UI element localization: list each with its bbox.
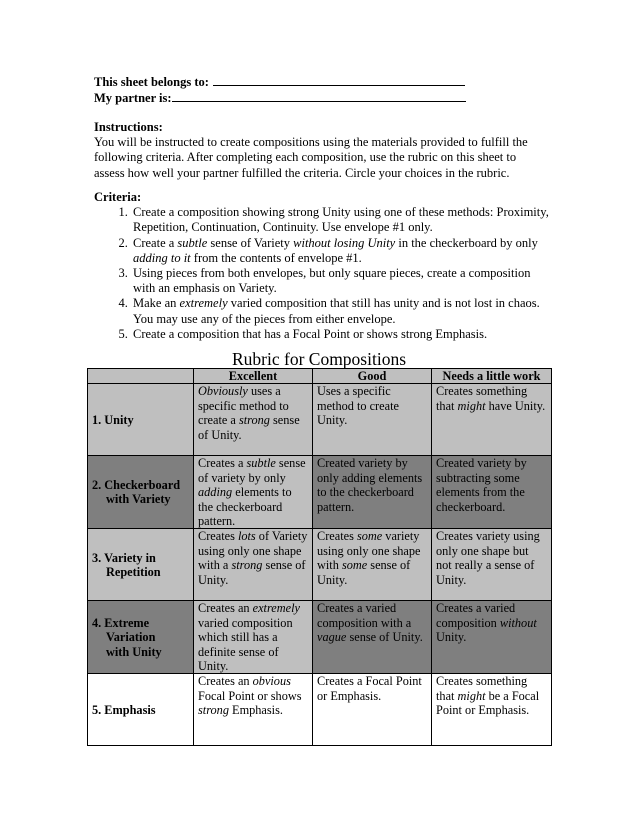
instructions-block bbox=[94, 120, 544, 181]
cell-emphasis: some bbox=[341, 558, 368, 573]
cell-emphasis: adding bbox=[198, 485, 233, 500]
criteria-text: Using pieces from both envelopes, but only square pieces, create a composition with an emphasis on Variety. bbox=[133, 266, 531, 296]
cell-text: Creates bbox=[198, 529, 238, 544]
row-label-line: 1. Unity bbox=[92, 412, 134, 427]
cell-text: Creates bbox=[317, 529, 357, 544]
rubric-corner-cell bbox=[88, 369, 194, 384]
criteria-text: Create a composition showing strong Unity using one of these methods: Proximity, Repetition, Continuation, Continuity. Use envelope #1 only. bbox=[133, 205, 549, 235]
criteria-item bbox=[131, 266, 554, 296]
cell-emphasis: obvious bbox=[252, 674, 291, 689]
instructions-title: Instructions: bbox=[94, 120, 163, 134]
rubric-cell-good[interactable] bbox=[313, 601, 432, 674]
criteria-emphasis: without losing Unity bbox=[293, 235, 396, 250]
cell-text: Creates something that bbox=[436, 384, 528, 413]
cell-emphasis: some bbox=[356, 529, 383, 544]
criteria-text: Create a bbox=[133, 235, 178, 250]
rubric-cell-needs-work[interactable] bbox=[432, 456, 552, 529]
cell-text: sense of Unity. bbox=[198, 413, 300, 442]
cell-text: sense of Unity. bbox=[317, 558, 411, 587]
cell-text: sense of variety by only bbox=[198, 456, 306, 485]
rubric-cell-good[interactable] bbox=[313, 384, 432, 456]
rubric-row-emphasis bbox=[88, 674, 552, 746]
cell-text: Creates a varied composition bbox=[436, 601, 516, 630]
criteria-text: from the contents of envelope #1. bbox=[190, 250, 362, 265]
rubric-row-extreme-variation bbox=[88, 601, 552, 674]
cell-text: Uses a specific method to create Unity. bbox=[317, 384, 399, 428]
cell-emphasis: lots bbox=[237, 529, 256, 544]
cell-text: Unity. bbox=[436, 630, 467, 645]
cell-emphasis: extremely bbox=[252, 601, 300, 616]
cell-text: Created variety by subtracting some elements from the checkerboard. bbox=[436, 456, 527, 514]
row-label-line: with Variety bbox=[106, 492, 171, 507]
column-header-needs-work: Needs a little work bbox=[432, 369, 552, 384]
row-label-line: Variation bbox=[106, 630, 156, 645]
row-label-variety bbox=[88, 529, 194, 601]
row-label-unity bbox=[88, 384, 194, 456]
cell-text: have Unity. bbox=[485, 398, 546, 413]
cell-text: elements to the checkerboard pattern. bbox=[198, 485, 292, 529]
partner-label: My partner is: bbox=[94, 91, 172, 105]
header-block bbox=[94, 74, 466, 106]
cell-emphasis: strong bbox=[198, 703, 229, 718]
rubric-row-checkerboard bbox=[88, 456, 552, 529]
criteria-list bbox=[94, 205, 554, 342]
rubric-table bbox=[87, 368, 552, 746]
cell-text: Creates a Focal Point or Emphasis. bbox=[317, 674, 422, 703]
belongs-blank-line[interactable] bbox=[213, 74, 465, 86]
criteria-item bbox=[131, 327, 554, 342]
row-label-checkerboard bbox=[88, 456, 194, 529]
criteria-text: varied composition that still has unity and is not lost in chaos. You may use any of the pieces from either envelope. bbox=[133, 296, 540, 326]
rubric-cell-good[interactable] bbox=[313, 529, 432, 601]
criteria-emphasis: extremely bbox=[179, 296, 228, 311]
cell-text: variety using only one shape with bbox=[317, 529, 421, 573]
criteria-block bbox=[94, 190, 554, 342]
row-label-line: 2. Checkerboard bbox=[92, 478, 181, 493]
criteria-text: sense of Variety bbox=[207, 235, 294, 250]
cell-text: varied composition which still has a definite sense of Unity. bbox=[198, 615, 293, 674]
rubric-cell-excellent[interactable] bbox=[194, 529, 313, 601]
criteria-text: Create a composition that has a Focal Point or shows strong Emphasis. bbox=[133, 326, 488, 341]
rubric-cell-needs-work[interactable] bbox=[432, 601, 552, 674]
column-header-excellent: Excellent bbox=[194, 369, 313, 384]
criteria-item bbox=[131, 296, 554, 326]
criteria-emphasis: adding to it bbox=[133, 250, 191, 265]
row-label-extreme-variation bbox=[88, 601, 194, 674]
cell-text: Focal Point or shows bbox=[198, 688, 302, 703]
rubric-header-row bbox=[88, 369, 552, 384]
rubric-cell-needs-work[interactable] bbox=[432, 674, 552, 746]
rubric-row-variety bbox=[88, 529, 552, 601]
criteria-item bbox=[131, 205, 554, 235]
rubric-cell-excellent[interactable] bbox=[194, 674, 313, 746]
cell-text: Creates something that bbox=[436, 674, 528, 703]
cell-emphasis: vague bbox=[317, 630, 347, 645]
belongs-line bbox=[94, 74, 466, 90]
row-label-line: 5. Emphasis bbox=[92, 702, 156, 717]
cell-emphasis: strong bbox=[231, 558, 263, 573]
criteria-emphasis: subtle bbox=[177, 235, 208, 250]
cell-text: uses a specific method to create a bbox=[198, 384, 289, 428]
criteria-title: Criteria: bbox=[94, 190, 142, 204]
cell-text: Creates variety using only one shape but not really a sense of Unity. bbox=[436, 529, 540, 587]
cell-text: of Variety using only one shape with a bbox=[198, 529, 308, 573]
rubric-cell-excellent[interactable] bbox=[194, 601, 313, 674]
cell-text: Creates a bbox=[198, 456, 247, 471]
criteria-item bbox=[131, 236, 554, 266]
row-label-emphasis bbox=[88, 674, 194, 746]
rubric-cell-needs-work[interactable] bbox=[432, 384, 552, 456]
rubric-cell-excellent[interactable] bbox=[194, 384, 313, 456]
criteria-text: in the checkerboard by only bbox=[395, 235, 538, 250]
belongs-label: This sheet belongs to: bbox=[94, 75, 209, 89]
cell-emphasis: Obviously bbox=[198, 384, 248, 399]
row-label-line: 4. Extreme bbox=[92, 615, 150, 630]
criteria-text: Make an bbox=[133, 296, 180, 311]
cell-emphasis: strong bbox=[238, 413, 270, 428]
partner-line bbox=[94, 90, 466, 106]
rubric-cell-excellent[interactable] bbox=[194, 456, 313, 529]
rubric-cell-needs-work[interactable] bbox=[432, 529, 552, 601]
cell-text: Emphasis. bbox=[228, 703, 283, 718]
instructions-body: You will be instructed to create compositions using the materials provided to fulfill the following criteria. After completing each composition, use the rubric on this sheet to assess how well your partner fulfilled the criteria. Circle your choices in the rubric. bbox=[94, 135, 528, 180]
cell-emphasis: might bbox=[457, 688, 486, 703]
cell-text: sense of Unity. bbox=[346, 630, 423, 645]
cell-text: Creates a varied composition with a bbox=[317, 601, 412, 630]
row-label-line: Repetition bbox=[106, 564, 161, 579]
cell-text: Created variety by only adding elements to the checkerboard pattern. bbox=[317, 456, 423, 514]
rubric-row-unity bbox=[88, 384, 552, 456]
rubric-title: Rubric for Compositions bbox=[231, 349, 407, 369]
cell-text: Creates an bbox=[198, 674, 253, 689]
cell-text: Creates an bbox=[198, 601, 253, 616]
cell-emphasis: might bbox=[457, 398, 486, 413]
row-label-line: with Unity bbox=[106, 644, 162, 659]
cell-text: sense of Unity. bbox=[198, 558, 306, 587]
partner-blank-line[interactable] bbox=[172, 90, 466, 102]
cell-emphasis: without bbox=[499, 615, 537, 630]
row-label-line: 3. Variety in bbox=[92, 550, 156, 565]
cell-emphasis: subtle bbox=[246, 456, 276, 471]
cell-text: be a Focal Point or Emphasis. bbox=[436, 688, 540, 718]
rubric-cell-good[interactable] bbox=[313, 674, 432, 746]
column-header-good: Good bbox=[313, 369, 432, 384]
rubric-cell-good[interactable] bbox=[313, 456, 432, 529]
